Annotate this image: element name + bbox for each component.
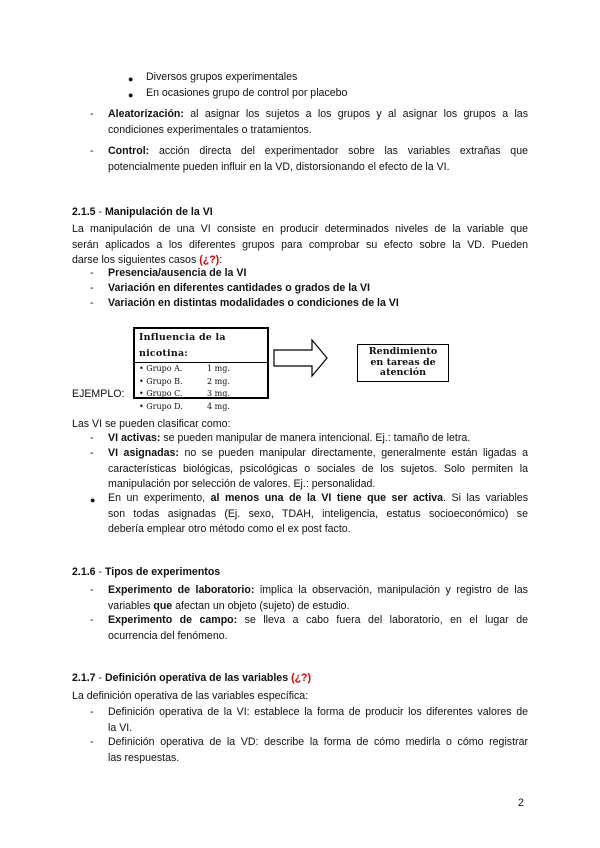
nicotine-figure bbox=[133, 327, 269, 411]
dash-marker: - bbox=[90, 282, 94, 294]
result-box: Rendimiento en tareas de atención bbox=[357, 344, 449, 382]
dash-marker: - bbox=[90, 145, 94, 157]
case-item: Presencia/ausencia de la VI bbox=[108, 267, 247, 279]
figure-row: • Grupo C. 3 mg. bbox=[139, 389, 230, 398]
operativa-intro: La definición operativa de las variables específica: bbox=[72, 690, 309, 702]
field-experiment-item: Experimento de campo: se lleva a cabo fuera del laboratorio, en el lugar de ocurrencia del fenómeno. bbox=[108, 614, 528, 642]
figure-row: • Grupo D. 4 mg. bbox=[139, 401, 230, 411]
dash-marker: - bbox=[90, 297, 94, 309]
dash-marker: - bbox=[90, 447, 94, 459]
lab-experiment-item: Experimento de laboratorio: implica la observación, manipulación y registro de las variables que afectan un objeto (sujeto) de estudio. bbox=[108, 584, 528, 612]
figure-row: • Grupo B. 2 mg. bbox=[139, 376, 230, 386]
figure-title: Influencia de la nicotina: bbox=[135, 329, 267, 363]
case-item: Variación en distintas modalidades o condiciones de la VI bbox=[108, 297, 399, 309]
aleatorizacion-item: Aleatorización: al asignar los sujetos a los grupos y al asignar los grupos a las condiciones experimentales o tratamientos. bbox=[108, 108, 528, 136]
def-vd-item: Definición operativa de la VD: describe la forma de cómo medirla o cómo registrar las respuestas. bbox=[108, 736, 528, 764]
figure-row: • Grupo A. 1 mg. bbox=[139, 364, 230, 373]
question-mark: (¿?) bbox=[199, 254, 220, 266]
section-heading-2-1-5: 2.1.5 - Manipulación de la VI bbox=[72, 206, 213, 218]
question-mark: (¿?) bbox=[291, 672, 312, 684]
page-number: 2 bbox=[518, 797, 524, 809]
dash-marker: - bbox=[90, 614, 94, 626]
list-item: En ocasiones grupo de control por placebo bbox=[146, 87, 348, 99]
arrow-right-icon bbox=[272, 338, 330, 378]
case-item: Variación en diferentes cantidades o grados de la VI bbox=[108, 282, 370, 294]
dash-marker: - bbox=[90, 432, 94, 444]
aleatorizacion-term: Aleatorización: bbox=[108, 108, 184, 120]
manipulacion-paragraph: La manipulación de una VI consiste en producir determinados niveles de la variable que serán aplicados a los diferentes grupos para comprobar su efecto sobre la VD. Pueden darse los siguientes casos (¿?): bbox=[72, 223, 528, 266]
def-vi-item: Definición operativa de la VI: establece la forma de producir los diferentes valores de la VI. bbox=[108, 706, 528, 734]
bullet-icon: ● bbox=[90, 495, 96, 505]
section-heading-2-1-6: 2.1.6 - Tipos de experimentos bbox=[72, 566, 221, 578]
list-item: Diversos grupos experimentales bbox=[146, 71, 298, 83]
vi-activas-item: VI activas: se pueden manipular de manera intencional. Ej.: tamaño de letra. bbox=[108, 432, 471, 444]
vi-asignadas-item: VI asignadas: no se pueden manipular directamente, generalmente están ligadas a características biológicas, psicológicas o sociales de los sujetos. Solo permiten la manipulación por selección de valores. Ej.: personalidad. bbox=[108, 447, 528, 490]
section-heading-2-1-7: 2.1.7 - Definición operativa de las variables (¿?) bbox=[72, 672, 312, 684]
control-term: Control: bbox=[108, 145, 150, 157]
dash-marker: - bbox=[90, 736, 94, 748]
bullet-icon: ● bbox=[128, 90, 134, 100]
bullet-icon: ● bbox=[128, 74, 134, 84]
example-label: EJEMPLO: bbox=[72, 388, 125, 400]
note-item: En un experimento, al menos una de la VI tiene que ser activa. Si las variables son todas asignadas (Ej. sexo, TDAH, inteligencia, estatus socioeconómico) se debería emplear otro método como el ex post facto. bbox=[108, 492, 528, 535]
dash-marker: - bbox=[90, 267, 94, 279]
dash-marker: - bbox=[90, 584, 94, 596]
control-item: Control: acción directa del experimentador sobre las variables extrañas que potencialmente pueden influir en la VD, distorsionando el efecto de la VI. bbox=[108, 145, 528, 173]
dash-marker: - bbox=[90, 108, 94, 120]
classify-intro: Las VI se pueden clasificar como: bbox=[72, 418, 231, 430]
dash-marker: - bbox=[90, 706, 94, 718]
